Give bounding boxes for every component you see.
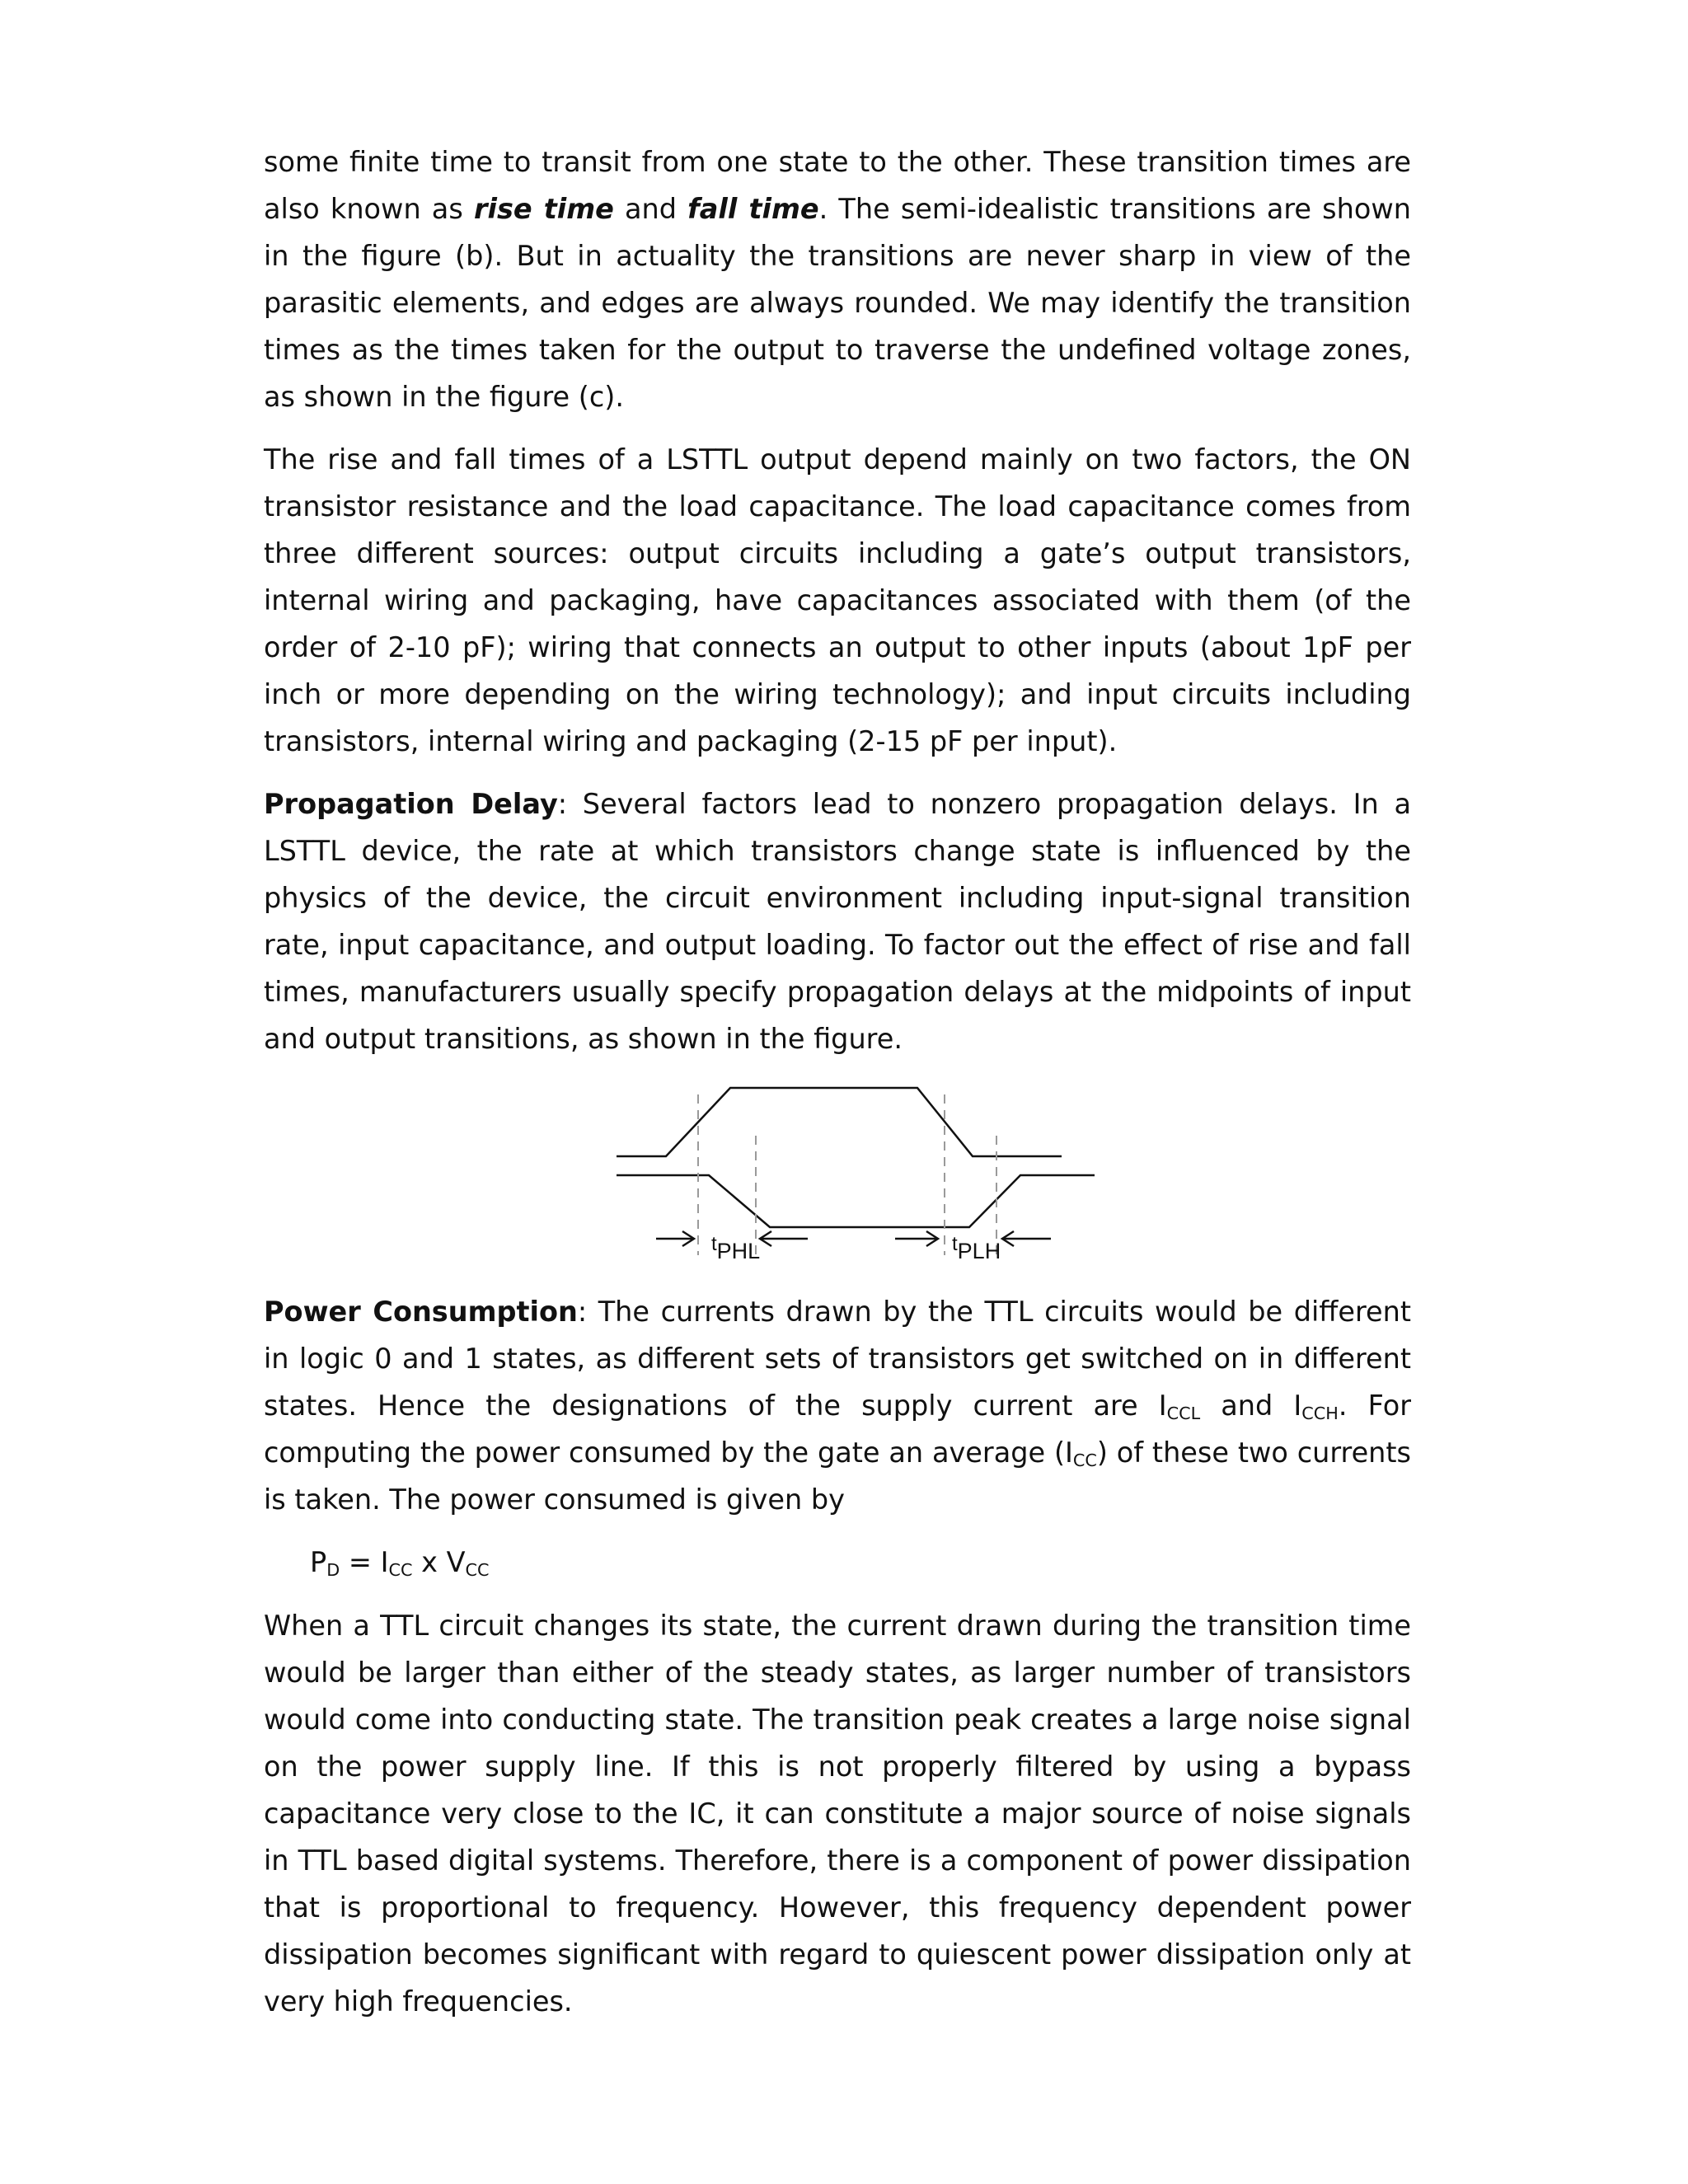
input-waveform bbox=[617, 1088, 1062, 1156]
paragraph-transition-current: When a TTL circuit changes its state, the current drawn during the transition time would be larger than either of the steady states, as larger number of transistors would come into conducting state. The transition peak creates a large noise signal on the power supply line. If this is not properly filtered by using a bypass capacitance very close to the IC, it can constitute a major source of noise signals in TTL based digital systems. Therefore, there is a component of power dissipation that is proportional to frequency. However, this frequency dependent power dissipation becomes significant with regard to quiescent power dissipation only at very high frequencies. bbox=[264, 1610, 1411, 2018]
eq-v-sub: CC bbox=[465, 1560, 490, 1581]
plh-left-arrow bbox=[895, 1231, 938, 1246]
phl-left-arrow bbox=[656, 1231, 694, 1246]
paragraph-propagation-delay bbox=[264, 780, 1411, 1062]
para4-text-2: and I bbox=[1200, 1390, 1302, 1422]
tphl-label bbox=[711, 1233, 761, 1264]
plh-right-arrow bbox=[1002, 1231, 1051, 1246]
tplh-sub: PLH bbox=[957, 1239, 1001, 1263]
propagation-delay-heading: Propagation Delay bbox=[264, 788, 558, 820]
para1-text-1: some finite time to transit from one state to the other. These transition times are also known as bbox=[264, 146, 1411, 225]
power-equation bbox=[310, 1539, 1411, 1586]
paragraph-power-consumption bbox=[264, 1288, 1411, 1523]
para4-text-3: . For computing the power consumed by the gate an average (I bbox=[264, 1390, 1411, 1469]
icch-subscript: CCH bbox=[1301, 1404, 1339, 1424]
para1-text-3: . The semi-idealistic transitions are shown in the figure (b). But in actuality the transitions are never sharp in view of the parasitic elements, and edges are always rounded. We may identify the transition times as the times taken for the output to traverse the undefined voltage zones, as shown in the figure (c). bbox=[264, 193, 1411, 413]
icc-subscript: CC bbox=[1072, 1451, 1097, 1471]
eq-p-sub: D bbox=[326, 1560, 340, 1581]
timing-diagram bbox=[264, 1078, 1411, 1288]
output-waveform bbox=[617, 1175, 1095, 1227]
document-page bbox=[264, 138, 1411, 2041]
para4-text-1: : The currents drawn by the TTL circuits would be different in logic 0 and 1 states, as different sets of transistors get switched on in different states. Hence the designations of the supply current are I bbox=[264, 1296, 1411, 1422]
eq-p: P bbox=[310, 1546, 327, 1578]
tplh-label bbox=[952, 1233, 1001, 1264]
phl-right-arrow bbox=[760, 1231, 808, 1246]
paragraph-rise-fall-times: The rise and fall times of a LSTTL output depend mainly on two factors, the ON transistor resistance and the load capacitance. The load capacitance comes from three different sources: output circuits including a gate’s output transistors, internal wiring and packaging, have capacitances associated with them (of the order of 2-10 pF); wiring that connects an output to other inputs (about 1pF per inch or more depending on the wiring technology); and input circuits including transistors, internal wiring and packaging (2-15 pF per input). bbox=[264, 443, 1411, 757]
tplh-t: t bbox=[952, 1233, 958, 1255]
propagation-delay-text: : Several factors lead to nonzero propagation delays. In a LSTTL device, the rate at which transistors change state is influenced by the physics of the device, the circuit environment including input-signal transition rate, input capacitance, and output loading. To factor out the effect of rise and fall times, manufacturers usually specify propagation delays at the midpoints of input and output transitions, as shown in the figure. bbox=[264, 788, 1411, 1055]
rise-time-term: rise time bbox=[473, 193, 614, 225]
para4-text-4: ) of these two currents is taken. The power consumed is given by bbox=[264, 1436, 1411, 1516]
paragraph-transition-times bbox=[264, 138, 1411, 420]
power-consumption-heading: Power Consumption bbox=[264, 1296, 578, 1328]
tphl-sub: PHL bbox=[716, 1239, 761, 1263]
eq-i-sub: CC bbox=[388, 1560, 413, 1581]
eq-times-v: x V bbox=[412, 1546, 466, 1578]
tphl-t: t bbox=[711, 1233, 717, 1255]
iccl-subscript: CCL bbox=[1166, 1404, 1201, 1424]
para1-text-2: and bbox=[613, 193, 688, 225]
eq-equals-i: = I bbox=[340, 1546, 389, 1578]
propagation-delay-figure bbox=[264, 1078, 1411, 1288]
fall-time-term: fall time bbox=[687, 193, 819, 225]
